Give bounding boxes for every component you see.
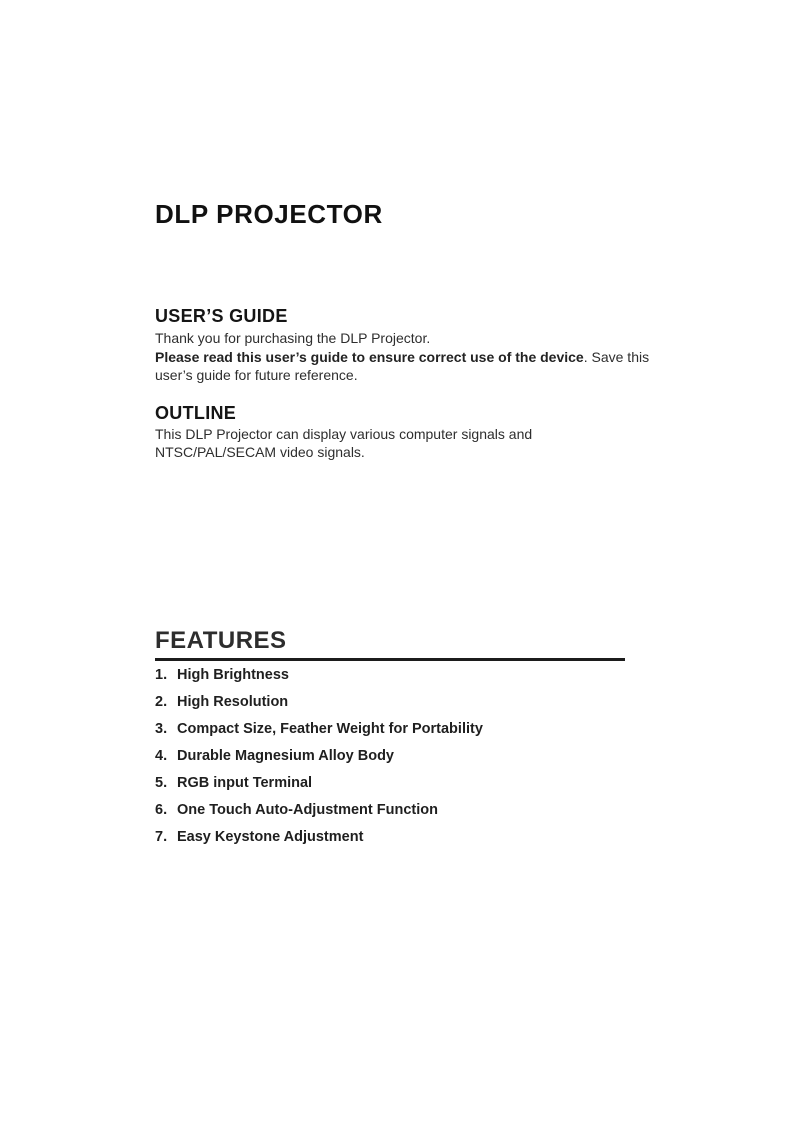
notice-regular-text: . Save this user’s guide for future reference. <box>155 349 650 383</box>
feature-label: Easy Keystone Adjustment <box>177 829 364 845</box>
feature-number: 7. <box>155 829 168 845</box>
feature-label: One Touch Auto-Adjustment Function <box>177 802 438 818</box>
users-guide-heading: USER’S GUIDE <box>155 306 288 326</box>
outline-body-text: This DLP Projector can display various computer signals and NTSC/PAL/SECAM video signals. <box>155 426 533 460</box>
feature-number: 4. <box>155 748 168 764</box>
feature-label: RGB input Terminal <box>177 775 313 791</box>
feature-number: 1. <box>155 667 168 683</box>
feature-item <box>155 829 652 845</box>
feature-item <box>155 775 652 791</box>
features-list <box>155 667 652 856</box>
feature-number: 6. <box>155 802 168 818</box>
feature-label: Compact Size, Feather Weight for Portability <box>177 721 483 737</box>
feature-label: High Brightness <box>177 667 289 683</box>
feature-number: 2. <box>155 694 168 710</box>
feature-label: Durable Magnesium Alloy Body <box>177 748 394 764</box>
feature-number: 3. <box>155 721 168 737</box>
feature-item <box>155 748 652 764</box>
feature-item <box>155 667 652 683</box>
notice-bold-text: Please read this user’s guide to ensure correct use of the device <box>155 349 584 365</box>
page-title: DLP PROJECTOR <box>155 199 383 229</box>
feature-item <box>155 694 652 710</box>
outline-heading: OUTLINE <box>155 403 237 423</box>
users-guide-intro-text: Thank you for purchasing the DLP Projector. <box>155 330 431 346</box>
feature-item <box>155 721 652 737</box>
features-heading: FEATURES <box>155 626 625 661</box>
feature-item <box>155 802 652 818</box>
feature-number: 5. <box>155 775 168 791</box>
users-guide-notice-text <box>155 349 652 384</box>
feature-label: High Resolution <box>177 694 289 710</box>
